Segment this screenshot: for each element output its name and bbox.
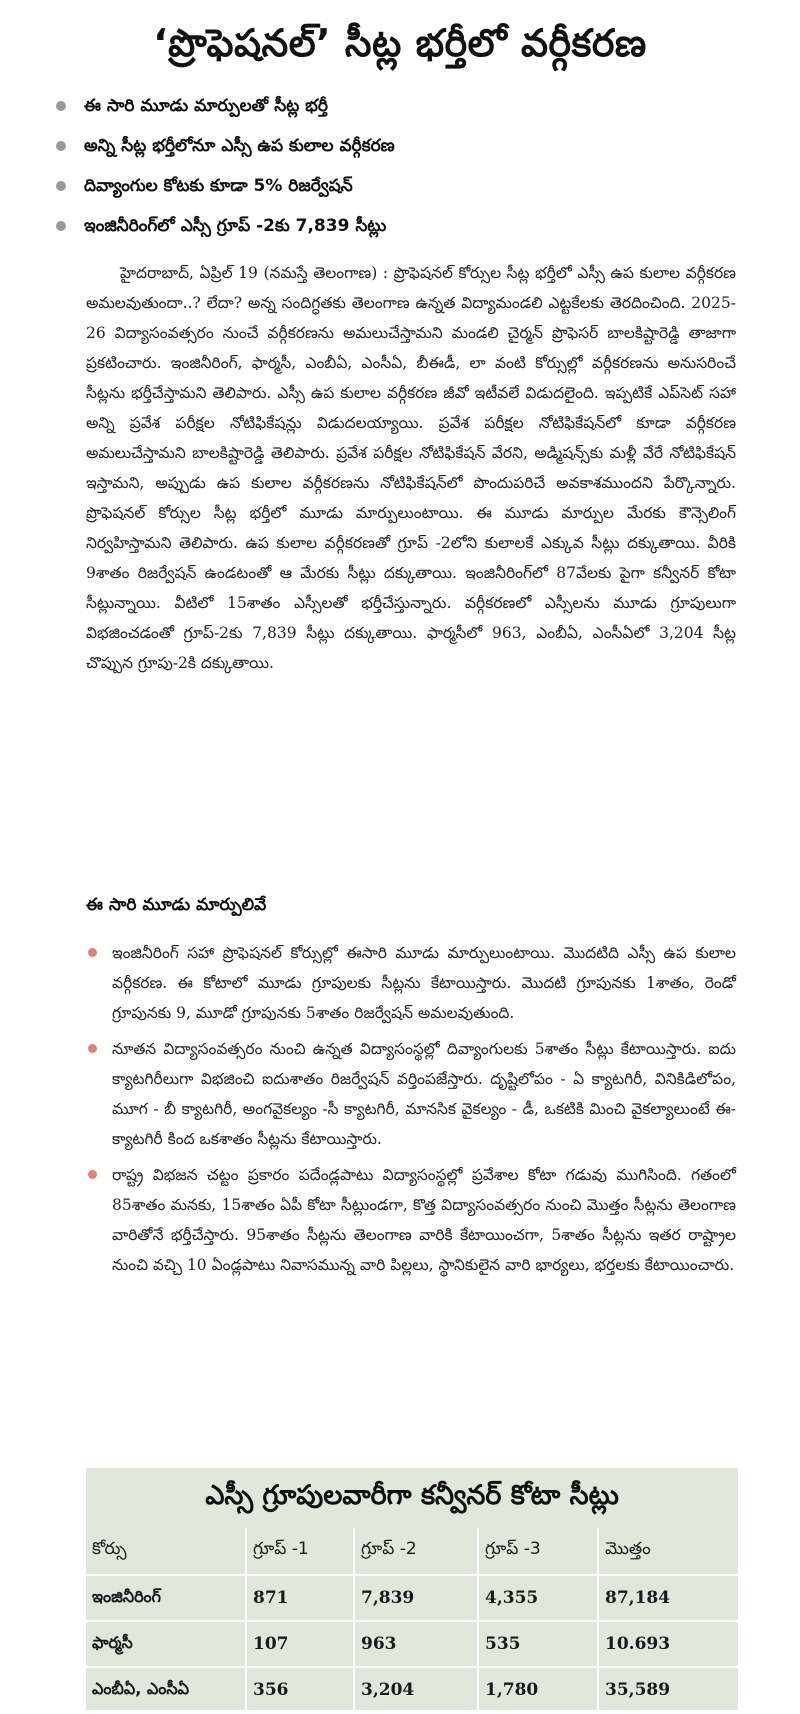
table-cell: 35,589: [598, 1667, 738, 1713]
table-cell: 535: [478, 1621, 598, 1667]
subhead-list: [84, 88, 784, 248]
column-header: మొత్తం: [598, 1528, 738, 1575]
table-cell: 1,780: [478, 1667, 598, 1713]
article-headline: ‘ప్రొఫెషనల్’ సీట్ల భర్తీలో వర్గీకరణ: [153, 21, 647, 65]
table-cell: 7,839: [354, 1575, 478, 1621]
subhead-item: [84, 128, 784, 168]
table-cell: 4,355: [478, 1575, 598, 1621]
subhead-text: అన్ని సీట్ల భర్తీలోనూ ఎస్సీ ఉప కులాల వర్గీకరణ: [84, 136, 395, 156]
change-item: [112, 938, 736, 1028]
subhead-item: [84, 168, 784, 208]
column-header: గ్రూప్ -3: [478, 1528, 598, 1575]
bullet-icon: [56, 221, 66, 231]
bullet-icon: [56, 181, 66, 191]
change-text: ఇంజినీరింగ్ సహా ప్రొఫెషనల్ కోర్సుల్లో ఈసారి మూడు మార్పులుంటాయి. మొదటిది ఎస్సీ ఉప కులాల వర్గీకరణ. ఈ కోటాలో మూడు గ్రూపులకు సీట్లను కేటాయిస్తారు. మొదటి గ్రూపునకు 1శాతం, రెండో గ్రూపునకు 9, మూడో గ్రూపునకు 5శాతం రిజర్వేషన్ అమలవుతుంది.: [112, 944, 736, 1022]
article-body: హైదరాబాద్, ఏప్రిల్ 19 (నమస్తే తెలంగాణ) : ప్రొఫెషనల్ కోర్సుల సీట్ల భర్తీలో ఎస్సీ ఉప కులాల వర్గీకరణ అమలవుతుందా..? లేదా? అన్న సందిగ్ధతకు తెలంగాణ ఉన్నత విద్యామండలి ఎట్టకేలకు తెరదించింది. 2025-26 విద్యాసంవత్సరం నుంచే వర్గీకరణను అమలుచేస్తామని మండలి చైర్మన్ ప్రొఫెసర్ బాలకిష్టారెడ్డి తాజాగా ప్రకటించారు. ఇంజినీరింగ్, ఫార్మసీ, ఎంబీఏ, ఎంసీఏ, బీఈడీ, లా వంటి కోర్సుల్లో వర్గీకరణను అనుసరించే సీట్లను భర్తీచేస్తామని తెలిపారు. ఎస్సీ ఉప కులాల వర్గీకరణ జీవో ఇటీవలే విడుదలైంది. ఇప్పటికే ఎప్‌సెట్ సహా అన్ని ప్రవేశ పరీక్షల నోటిఫికేషన్లు విడుదలయ్యాయి. ప్రవేశ పరీక్షల నోటిఫికేషన్‌లో కూడా వర్గీకరణ అమలుచేస్తామని బాలకిష్టారెడ్డి తెలిపారు. ప్రవేశ పరీక్షల నోటిఫికేషన్ వేరని, అడ్మిషన్స్‌కు మళ్లీ వేరే నోటిఫికేషన్ ఇస్తామని, అప్పుడు ఉప కులాల వర్గీకరణను నోటిఫికేషన్‌లో పొందుపరిచే అవకాశముందని పేర్కొన్నారు. ప్రొఫెషనల్ కోర్సుల సీట్ల భర్తీలో మూడు మార్పులుంటాయి. ఈ మూడు మార్పుల మేరకు కౌన్సెలింగ్ నిర్వహిస్తామని తెలిపారు. ఉప కులాల వర్గీకరణతో గ్రూప్ -2లోని కులాలకే ఎక్కువ సీట్లు దక్కుతాయి. వీరికి 9శాతం రిజర్వేషన్ ఉండటంతో ఆ మేరకు సీట్లు దక్కుతాయి. ఇంజినీరింగ్‌లో 87వేలకు పైగా కన్వీనర్ కోటా సీట్లున్నాయి. వీటిలో 15శాతం ఎస్సీలతో భర్తీచేస్తున్నారు. వర్గీకరణలో ఎస్సీలను మూడు గ్రూపులుగా విభజించడంతో గ్రూప్-2కు 7,839 సీట్లు దక్కుతాయి. ఫార్మసీలో 963, ఎంబీఏ, ఎంసీఏలో 3,204 సీట్ల చొప్పున గ్రూపు-2కి దక్కుతాయి.: [86, 264, 736, 672]
table-cell: 871: [246, 1575, 354, 1621]
table-header-row: [86, 1528, 738, 1575]
table-cell: 3,204: [354, 1667, 478, 1713]
table-cell: ఫార్మసీ: [86, 1621, 246, 1667]
change-text: రాష్ట్ర విభజన చట్టం ప్రకారం పదేండ్లపాటు విద్యాసంస్థల్లో ప్రవేశాల కోటా గడువు ముగిసింది. గతంలో 85శాతం మనకు, 15శాతం ఏపీ కోటా సీట్లుండగా, కొత్త విద్యాసంవత్సరం నుంచి మొత్తం సీట్లను తెలంగాణ వారితోనే భర్తీచేస్తారు. 95శాతం సీట్లను తెలంగాణ వారికి కేటాయించగా, 5శాతం సీట్లను ఇతర రాష్ట్రాల నుంచి వచ్చి 10 ఏండ్లపాటు నివాసమున్న వారి పిల్లలు, స్థానికులైన వారి భార్యలు, భర్తలకు కేటాయించారు.: [112, 1166, 736, 1274]
table-title: ఎస్సీ గ్రూపులవారీగా కన్వీనర్ కోటా సీట్లు: [205, 1480, 619, 1511]
change-text: నూతన విద్యాసంవత్సరం నుంచి ఉన్నత విద్యాసంస్థల్లో దివ్యాంగులకు 5శాతం సీట్లు కేటాయిస్తారు. ఐదు క్యాటగిరీలుగా విభజించి ఐదుశాతం రిజర్వేషన్ వర్తింపజేస్తారు. దృష్టిలోపం - ఏ క్యాటగిరీ, వినికిడిలోపం, మూగ - బీ క్యాటగిరీ, అంగవైకల్యం -సీ క్యాటగిరీ, మానసిక వైకల్యం - డీ, ఒకటికి మించి వైకల్యాలుంటే ఈ-క్యాటగిరీ కింద ఒకశాతం సీట్లను కేటాయిస్తారు.: [112, 1040, 736, 1148]
table-cell: ఇంజినీరింగ్: [86, 1575, 246, 1621]
table-row: [86, 1621, 738, 1667]
bullet-icon: [88, 948, 97, 957]
table-row: [86, 1575, 738, 1621]
subhead-item: [84, 208, 784, 248]
subhead-text: ఈ సారి మూడు మార్పులతో సీట్ల భర్తీ: [84, 96, 328, 116]
bullet-icon: [56, 141, 66, 151]
subhead-text: ఇంజినీరింగ్‌లో ఎస్సీ గ్రూప్‌ -2కు 7,839 సీట్లు: [84, 216, 387, 236]
column-header: గ్రూప్ -2: [354, 1528, 478, 1575]
table-cell: 107: [246, 1621, 354, 1667]
table-cell: 356: [246, 1667, 354, 1713]
section-heading: ఈ సారి మూడు మార్పులివే: [86, 895, 267, 915]
subhead-item: [84, 88, 784, 128]
column-header: కోర్సు: [86, 1528, 246, 1575]
changes-list: [112, 938, 736, 1286]
bullet-icon: [56, 101, 66, 111]
change-item: [112, 1160, 736, 1280]
column-header: గ్రూప్ -1: [246, 1528, 354, 1575]
table-cell: ఎంబీఏ, ఎంసీఏ: [86, 1667, 246, 1713]
seats-table-box: [86, 1468, 738, 1710]
table-cell: 963: [354, 1621, 478, 1667]
table-cell: 87,184: [598, 1575, 738, 1621]
subhead-text: దివ్యాంగుల కోటకు కూడా 5% రిజర్వేషన్: [84, 176, 353, 196]
table-cell: 10.693: [598, 1621, 738, 1667]
bullet-icon: [88, 1044, 97, 1053]
bullet-icon: [88, 1170, 97, 1179]
seats-table: [86, 1528, 738, 1714]
change-item: [112, 1034, 736, 1154]
table-row: [86, 1667, 738, 1713]
